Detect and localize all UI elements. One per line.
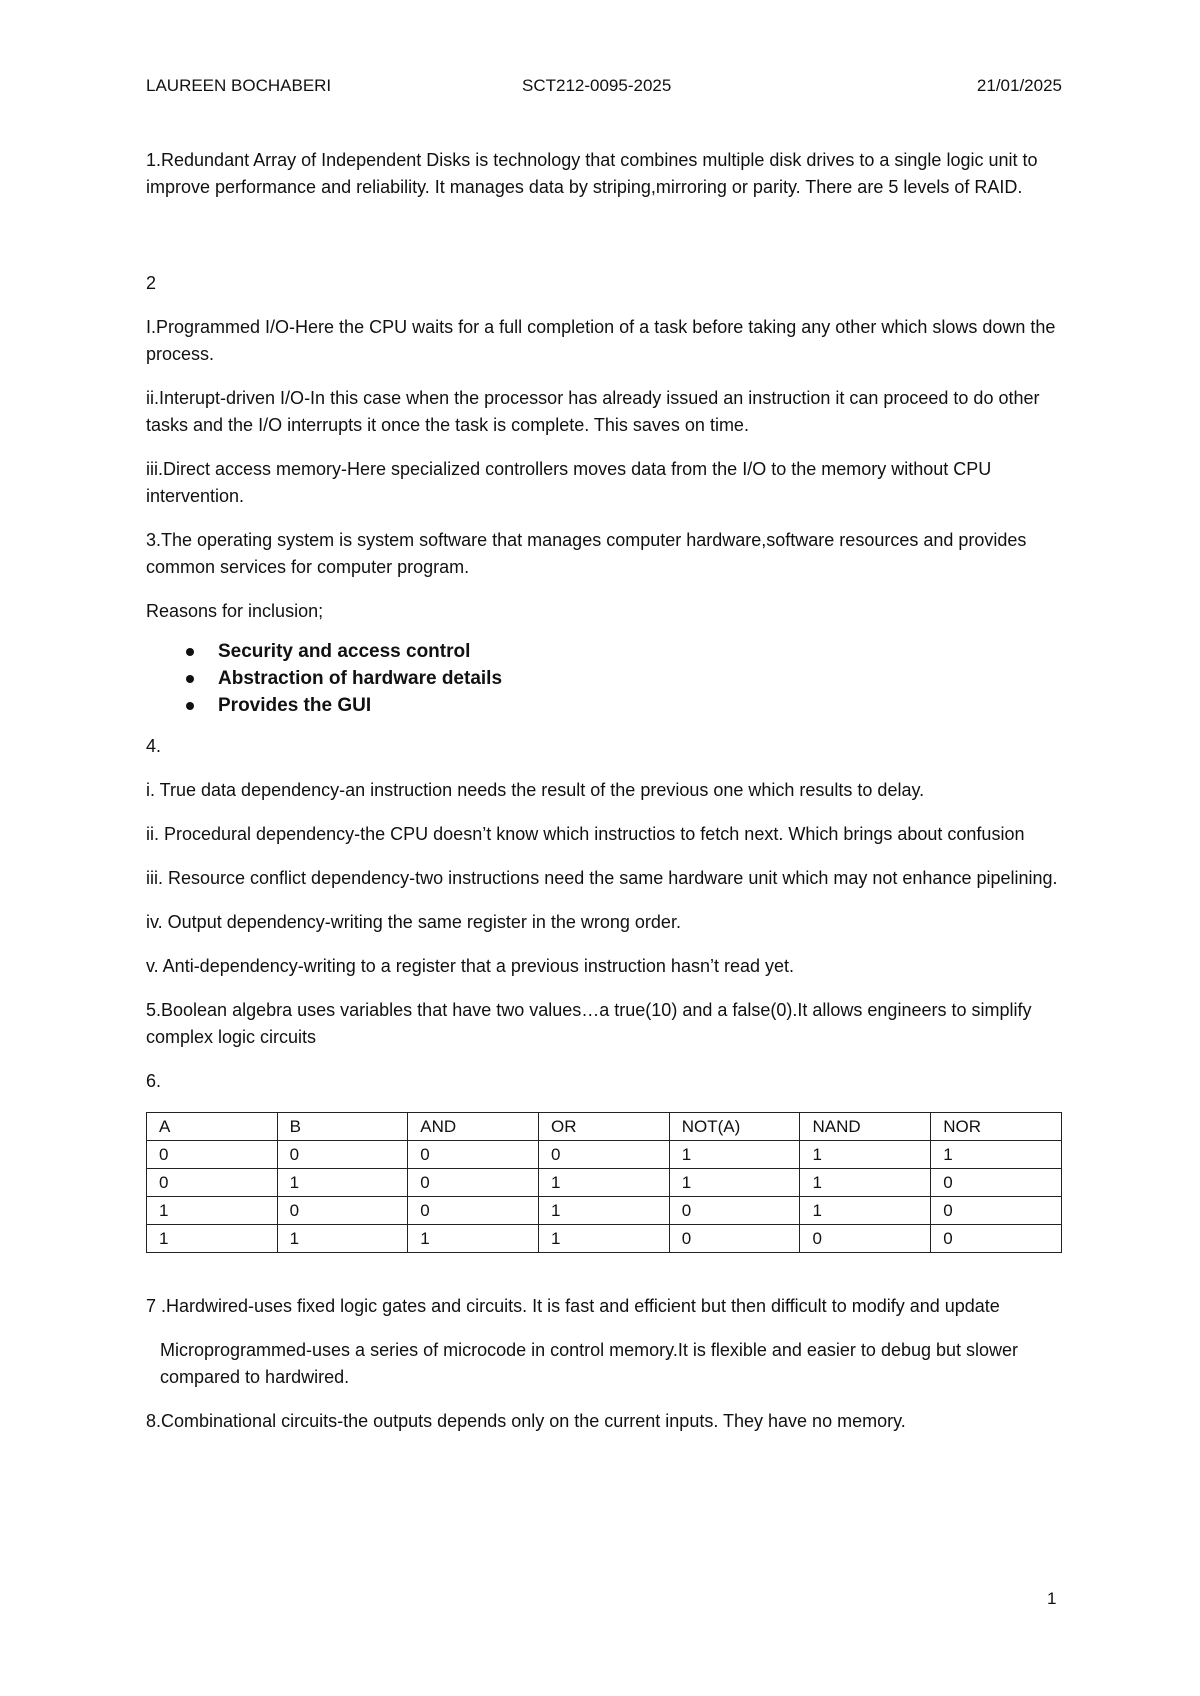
- table-cell: 1: [277, 1169, 408, 1197]
- table-header-cell: NOR: [931, 1113, 1062, 1141]
- table-header-cell: B: [277, 1113, 408, 1141]
- table-header-cell: NAND: [800, 1113, 931, 1141]
- table-cell: 0: [408, 1197, 539, 1225]
- table-cell: 1: [539, 1197, 670, 1225]
- table-cell: 0: [931, 1169, 1062, 1197]
- answer-4-item: iv. Output dependency-writing the same register in the wrong order.: [146, 912, 681, 932]
- answer-6-number: 6.: [146, 1071, 162, 1091]
- answer-4-item: i. True data dependency-an instruction needs the result of the previous one which results to delay.: [146, 780, 925, 800]
- answer-2-number: 2: [146, 273, 157, 293]
- bullet-icon: [186, 648, 194, 656]
- table-cell: 1: [539, 1225, 670, 1253]
- table-cell: 0: [669, 1225, 800, 1253]
- table-row: [147, 1169, 1062, 1197]
- table-cell: 1: [931, 1141, 1062, 1169]
- table-cell: 0: [931, 1225, 1062, 1253]
- answer-5: 5.Boolean algebra uses variables that have two values…a true(10) and a false(0).It allows engineers to simplify complex logic circuits: [146, 1000, 1032, 1047]
- answer-2-item: ii.Interupt-driven I/O-In this case when the processor has already issued an instruction it can proceed to do other tasks and the I/O interrupts it once the task is complete. This saves on time.: [146, 388, 1040, 435]
- reasons-list: [146, 638, 1062, 719]
- list-item-label: Abstraction of hardware details: [218, 668, 503, 689]
- reasons-label: Reasons for inclusion;: [146, 601, 324, 621]
- table-cell: 1: [800, 1169, 931, 1197]
- document-body: [146, 147, 1062, 1452]
- answer-7-microprogrammed: Microprogrammed-uses a series of microcode in control memory.It is flexible and easier to debug but slower compared to hardwired.: [160, 1340, 1019, 1387]
- answer-3: 3.The operating system is system software that manages computer hardware,software resources and provides common services for computer program.: [146, 530, 1027, 577]
- table-cell: 1: [800, 1141, 931, 1169]
- table-row: [147, 1225, 1062, 1253]
- spacer: [146, 218, 1062, 270]
- table-header-cell: AND: [408, 1113, 539, 1141]
- table-cell: 1: [800, 1197, 931, 1225]
- table-cell: 0: [277, 1141, 408, 1169]
- table-cell: 1: [147, 1197, 278, 1225]
- student-id: SCT212-0095-2025: [522, 76, 672, 95]
- answer-4-item: iii. Resource conflict dependency-two instructions need the same hardware unit which may not enhance pipelining.: [146, 868, 1058, 888]
- list-item: [186, 638, 1062, 665]
- table-cell: 0: [408, 1169, 539, 1197]
- answer-1: 1.Redundant Array of Independent Disks is technology that combines multiple disk drives to a single logic unit to improve performance and reliability. It manages data by striping,mirroring or parity. There are 5 levels of RAID.: [146, 150, 1038, 197]
- page-number: 1: [1047, 1589, 1057, 1608]
- document-date: 21/01/2025: [976, 76, 1062, 95]
- list-item: [186, 665, 1062, 692]
- table-cell: 0: [147, 1169, 278, 1197]
- table-header-cell: NOT(A): [669, 1113, 800, 1141]
- table-cell: 1: [669, 1141, 800, 1169]
- table-cell: 0: [931, 1197, 1062, 1225]
- table-cell: 1: [669, 1169, 800, 1197]
- table-cell: 0: [539, 1141, 670, 1169]
- answer-2-item: I.Programmed I/O-Here the CPU waits for a full completion of a task before taking any other which slows down the process.: [146, 317, 1056, 364]
- answer-4-item: v. Anti-dependency-writing to a register that a previous instruction hasn’t read yet.: [146, 956, 795, 976]
- answer-4-item: ii. Procedural dependency-the CPU doesn’t know which instructios to fetch next. Which brings about confusion: [146, 824, 1025, 844]
- table-row: [147, 1141, 1062, 1169]
- list-item-label: Security and access control: [218, 641, 471, 662]
- table-cell: 1: [408, 1225, 539, 1253]
- answer-4-number: 4.: [146, 736, 162, 756]
- answer-8: 8.Combinational circuits-the outputs depends only on the current inputs. They have no memory.: [146, 1411, 906, 1431]
- answer-7-hardwired: 7 .Hardwired-uses fixed logic gates and circuits. It is fast and efficient but then difficult to modify and update: [146, 1296, 1000, 1316]
- table-header-cell: OR: [539, 1113, 670, 1141]
- table-cell: 1: [277, 1225, 408, 1253]
- list-item-label: Provides the GUI: [218, 695, 372, 716]
- table-cell: 0: [408, 1141, 539, 1169]
- table-cell: 0: [147, 1141, 278, 1169]
- author-name: LAUREEN BOCHABERI: [146, 76, 332, 95]
- page-header: [146, 76, 1062, 100]
- bullet-icon: [186, 675, 194, 683]
- bullet-icon: [186, 702, 194, 710]
- table-cell: 0: [669, 1197, 800, 1225]
- table-cell: 0: [277, 1197, 408, 1225]
- table-cell: 1: [147, 1225, 278, 1253]
- table-cell: 1: [539, 1169, 670, 1197]
- truth-table: [146, 1112, 1062, 1253]
- answer-2-item: iii.Direct access memory-Here specialized controllers moves data from the I/O to the memory without CPU intervention.: [146, 459, 992, 506]
- table-cell: 0: [800, 1225, 931, 1253]
- table-row: [147, 1197, 1062, 1225]
- table-header-row: [147, 1113, 1062, 1141]
- table-header-cell: A: [147, 1113, 278, 1141]
- list-item: [186, 692, 1062, 719]
